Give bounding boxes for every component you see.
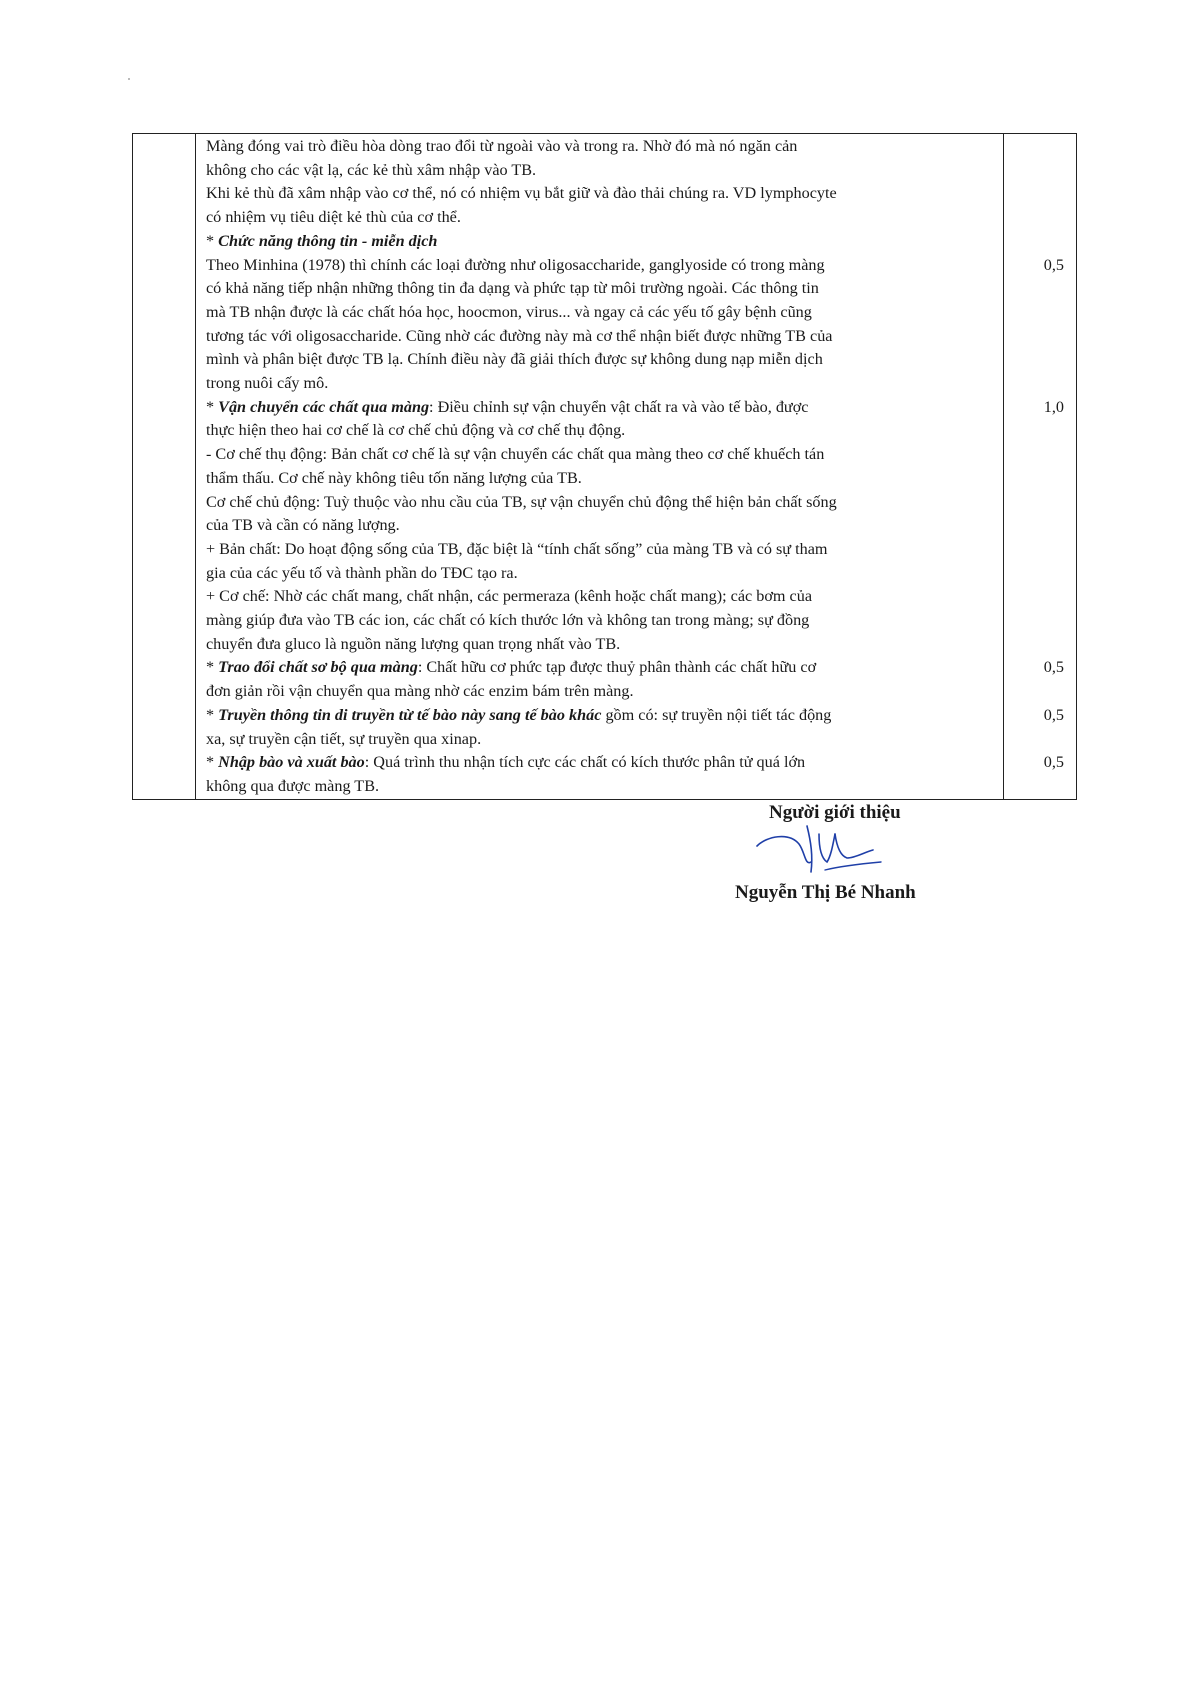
text-segment: : Chất hữu cơ phức tạp được thuỷ phân thành các chất hữu cơ xyxy=(417,658,817,677)
content-line xyxy=(206,514,995,538)
text-segment: gia của các yếu tố và thành phần do TĐC tạo ra. xyxy=(206,563,518,582)
content-line xyxy=(206,491,995,515)
content-line xyxy=(206,230,995,254)
section-heading: Truyền thông tin di truyền từ tế bào này sang tế bào khác xyxy=(218,705,602,724)
content-line xyxy=(206,633,995,657)
text-segment: * xyxy=(206,397,219,416)
text-segment: không qua được màng TB. xyxy=(206,776,380,795)
score-value: 0,5 xyxy=(1043,705,1064,724)
text-segment: tương tác với oligosaccharide. Cũng nhờ các đường này mà cơ thể nhận biết được những TB của xyxy=(206,326,833,345)
text-segment: mà TB nhận được là các chất hóa học, hoocmon, virus... và ngay cả các yếu tố gây bệnh cũng xyxy=(206,302,812,321)
answer-table xyxy=(132,133,1077,800)
section-heading: Chức năng thông tin - miễn dịch xyxy=(218,231,438,250)
content-line xyxy=(206,704,995,728)
text-segment: : Quá trình thu nhận tích cực các chất có kích thước phân tử quá lớn xyxy=(364,753,806,772)
text-segment: Màng đóng vai trò điều hòa dòng trao đổi từ ngoài vào và trong ra. Nhờ đó mà nó ngăn cản xyxy=(206,137,798,155)
answer-content-cell xyxy=(196,134,1004,800)
content-line xyxy=(206,419,995,443)
content-line xyxy=(206,467,995,491)
content-line xyxy=(206,182,995,206)
text-segment: - Cơ chế thụ động: Bản chất cơ chế là sự vận chuyển các chất qua màng theo cơ chế khuếch tán xyxy=(206,445,825,464)
content-line xyxy=(206,325,995,349)
text-segment: * xyxy=(206,658,219,677)
content-line xyxy=(206,656,995,680)
signature-name: Nguyễn Thị Bé Nhanh xyxy=(735,882,916,903)
text-segment: + Bản chất: Do hoạt động sống của TB, đặc biệt là “tính chất sống” của màng TB và có sự tham xyxy=(206,539,828,558)
text-segment: * xyxy=(206,231,219,250)
content-line xyxy=(206,728,995,752)
score-value: 0,5 xyxy=(1043,255,1064,274)
text-segment: màng giúp đưa vào TB các ion, các chất có kích thước lớn và không tan trong màng; sự đồng xyxy=(206,611,810,630)
text-segment: Khi kẻ thù đã xâm nhập vào cơ thể, nó có nhiệm vụ bắt giữ và đào thải chúng ra. VD lymphocyte xyxy=(206,184,837,203)
content-line xyxy=(206,348,995,372)
content-line xyxy=(206,396,995,420)
section-heading: Vận chuyển các chất qua màng xyxy=(218,397,430,416)
text-segment: gồm có: sự truyền nội tiết tác động xyxy=(601,705,832,724)
text-segment: không cho các vật lạ, các kẻ thù xâm nhập vào TB. xyxy=(206,160,537,179)
content-line xyxy=(206,135,995,159)
content-line xyxy=(206,680,995,704)
text-segment: Cơ chế chủ động: Tuỳ thuộc vào nhu cầu của TB, sự vận chuyển chủ động thể hiện bản chất sống xyxy=(206,492,837,511)
text-segment: có nhiệm vụ tiêu diệt kẻ thù của cơ thể. xyxy=(206,208,461,227)
content-line xyxy=(206,301,995,325)
content-line xyxy=(206,751,995,775)
content-line xyxy=(206,585,995,609)
text-segment: chuyển đưa gluco là nguồn năng lượng quan trọng nhất vào TB. xyxy=(206,634,621,653)
content-line xyxy=(206,206,995,230)
score-value: 0,5 xyxy=(1043,753,1064,772)
text-segment: * xyxy=(206,705,219,724)
content-line xyxy=(206,159,995,183)
text-segment: đơn giản rồi vận chuyển qua màng nhờ các enzim bám trên màng. xyxy=(206,682,634,701)
text-segment: + Cơ chế: Nhờ các chất mang, chất nhận, các permeraza (kênh hoặc chất mang); các bơm của xyxy=(206,587,813,606)
section-heading: Nhập bào và xuất bào xyxy=(218,753,365,772)
text-segment: thực hiện theo hai cơ chế là cơ chế chủ động và cơ chế thụ động. xyxy=(206,421,626,440)
score-value: 0,5 xyxy=(1043,658,1064,677)
text-segment: * xyxy=(206,753,219,772)
content-line xyxy=(206,562,995,586)
text-segment: xa, sự truyền cận tiết, sự truyền qua xinap. xyxy=(206,729,482,748)
content-line xyxy=(206,775,995,799)
text-segment: mình và phân biệt được TB lạ. Chính điều này đã giải thích được sự không dung nạp miễn dịch xyxy=(206,350,823,369)
table-row xyxy=(133,134,1077,800)
content-line xyxy=(206,277,995,301)
signature-role: Người giới thiệu xyxy=(769,802,901,823)
content-line xyxy=(206,538,995,562)
question-number-cell xyxy=(133,134,196,800)
score-value: 1,0 xyxy=(1043,397,1064,416)
signature-mark xyxy=(755,822,885,882)
section-heading: Trao đổi chất sơ bộ qua màng xyxy=(218,658,418,677)
text-segment: của TB và cần có năng lượng. xyxy=(206,516,400,535)
text-segment: Theo Minhina (1978) thì chính các loại đường như oligosaccharide, ganglyoside có trong màng xyxy=(206,255,825,274)
text-segment: trong nuôi cấy mô. xyxy=(206,374,329,393)
answer-content xyxy=(196,134,1003,799)
text-segment: có khả năng tiếp nhận những thông tin đa dạng và phức tạp từ môi trường ngoài. Các thông tin xyxy=(206,279,819,298)
text-segment: thẩm thấu. Cơ chế này không tiêu tốn năng lượng của TB. xyxy=(206,468,582,487)
content-line xyxy=(206,443,995,467)
text-segment: : Điều chỉnh sự vận chuyển vật chất ra và vào tế bào, được xyxy=(429,397,809,416)
content-line xyxy=(206,254,995,278)
content-line xyxy=(206,609,995,633)
score-cell xyxy=(1004,134,1077,800)
scan-speck xyxy=(128,78,130,80)
content-line xyxy=(206,372,995,396)
